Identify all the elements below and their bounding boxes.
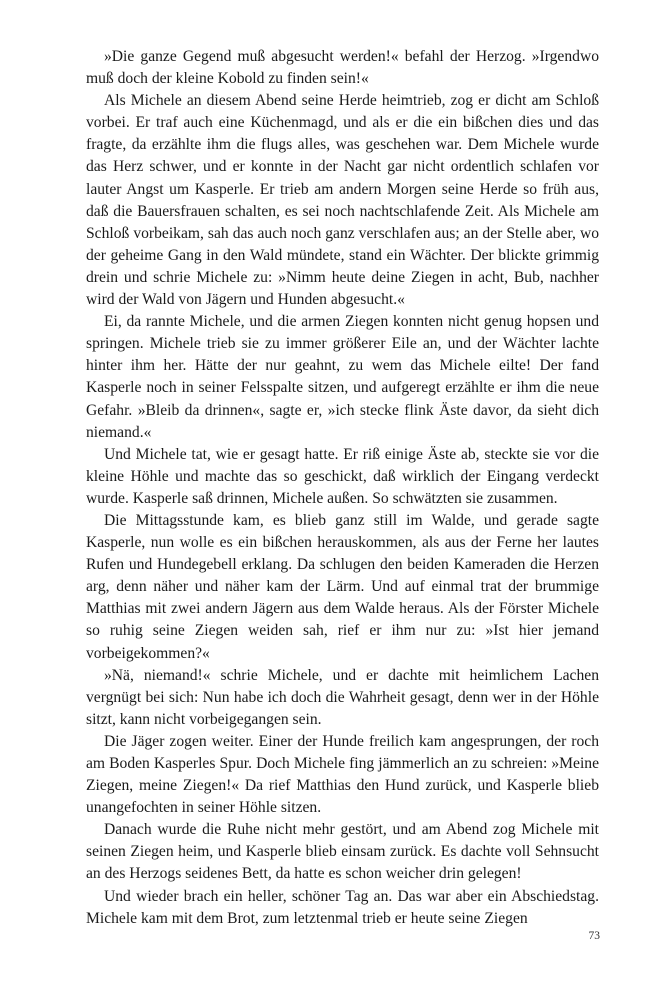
paragraph: Ei, da rannte Michele, und die armen Ziegen konnten nicht genug hopsen und springen. Michele trieb sie zu immer größerer Eile an, und der Wächter lachte hinter ihm her. Hätte der nur geahnt, zu wem das Michele eilte! Der fand Kasperle noch in seiner Felsspalte sitzen, und aufgeregt erzählte er ihm die neue Gefahr. »Bleib da drinnen«, sagte er, »ich stecke flink Äste davor, da sieht dich niemand.« <box>86 313 599 441</box>
page-number: 73 <box>588 930 600 942</box>
paragraph: »Nä, niemand!« schrie Michele, und er dachte mit heimlichem Lachen vergnügt bei sich: Nun habe ich doch die Wahrheit gesagt, denn wer in der Höhle sitzt, kann nicht vorbeigegangen sein. <box>86 666 599 728</box>
book-page-text <box>86 46 599 930</box>
paragraph: Und wieder brach ein heller, schöner Tag an. Das war aber ein Abschiedstag. Michele kam mit dem Brot, zum letztenmal trieb er heute seine Ziegen <box>86 887 599 927</box>
paragraph: »Die ganze Gegend muß abgesucht werden!« befahl der Herzog. »Irgendwo muß doch der kleine Kobold zu finden sein!« <box>86 48 599 88</box>
paragraph: Danach wurde die Ruhe nicht mehr gestört, und am Abend zog Michele mit seinen Ziegen heim, und Kasperle blieb einsam zurück. Es dachte voll Sehnsucht an des Herzogs seidenes Bett, da hatte es schon weicher drin gelegen! <box>86 821 599 883</box>
paragraph: Und Michele tat, wie er gesagt hatte. Er riß einige Äste ab, steckte sie vor die kleine Höhle und machte das so geschickt, daß wirklich der Eingang verdeckt wurde. Kasperle saß drinnen, Michele außen. So schwätzten sie zusammen. <box>86 445 599 507</box>
paragraph: Als Michele an diesem Abend seine Herde heimtrieb, zog er dicht am Schloß vorbei. Er traf auch eine Küchenmagd, und als er die ein bißchen dies und das fragte, da erzählte ihm die flugs alles, was geschehen war. Dem Michele wurde das Herz schwer, und er konnte in der Nacht gar nicht ordentlich schlafen vor lauter Angst um Kasperle. Er trieb am andern Morgen seine Herde so früh aus, daß die Bauersfrauen schalten, es sei noch nachtschlafende Zeit. Als Michele am Schloß vorbeikam, sah das auch noch ganz verschlafen aus; an der Stelle aber, wo der geheime Gang in den Wald mündete, stand ein Wächter. Der blickte grimmig drein und schrie Michele zu: »Nimm heute deine Ziegen in acht, Bub, nachher wird der Wald von Jägern und Hunden abgesucht.« <box>86 92 599 309</box>
paragraph: Die Mittagsstunde kam, es blieb ganz still im Walde, und gerade sagte Kasperle, nun wolle es ein bißchen herauskommen, als aus der Ferne her lautes Rufen und Hundegebell erklang. Da schlugen den beiden Kameraden die Herzen arg, denn näher und näher kam der Lärm. Und auf einmal trat der brummige Matthias mit zwei andern Jägern aus dem Walde heraus. Als der Förster Michele so ruhig seine Ziegen weiden sah, rief er ihm nur zu: »Ist hier jemand vorbeigekommen?« <box>86 511 599 662</box>
paragraph: Die Jäger zogen weiter. Einer der Hunde freilich kam angesprungen, der roch am Boden Kasperles Spur. Doch Michele fing jämmerlich an zu schreien: »Meine Ziegen, meine Ziegen!« Da rief Matthias den Hund zurück, und Kasperle blieb unangefochten in seiner Höhle sitzen. <box>86 732 599 817</box>
